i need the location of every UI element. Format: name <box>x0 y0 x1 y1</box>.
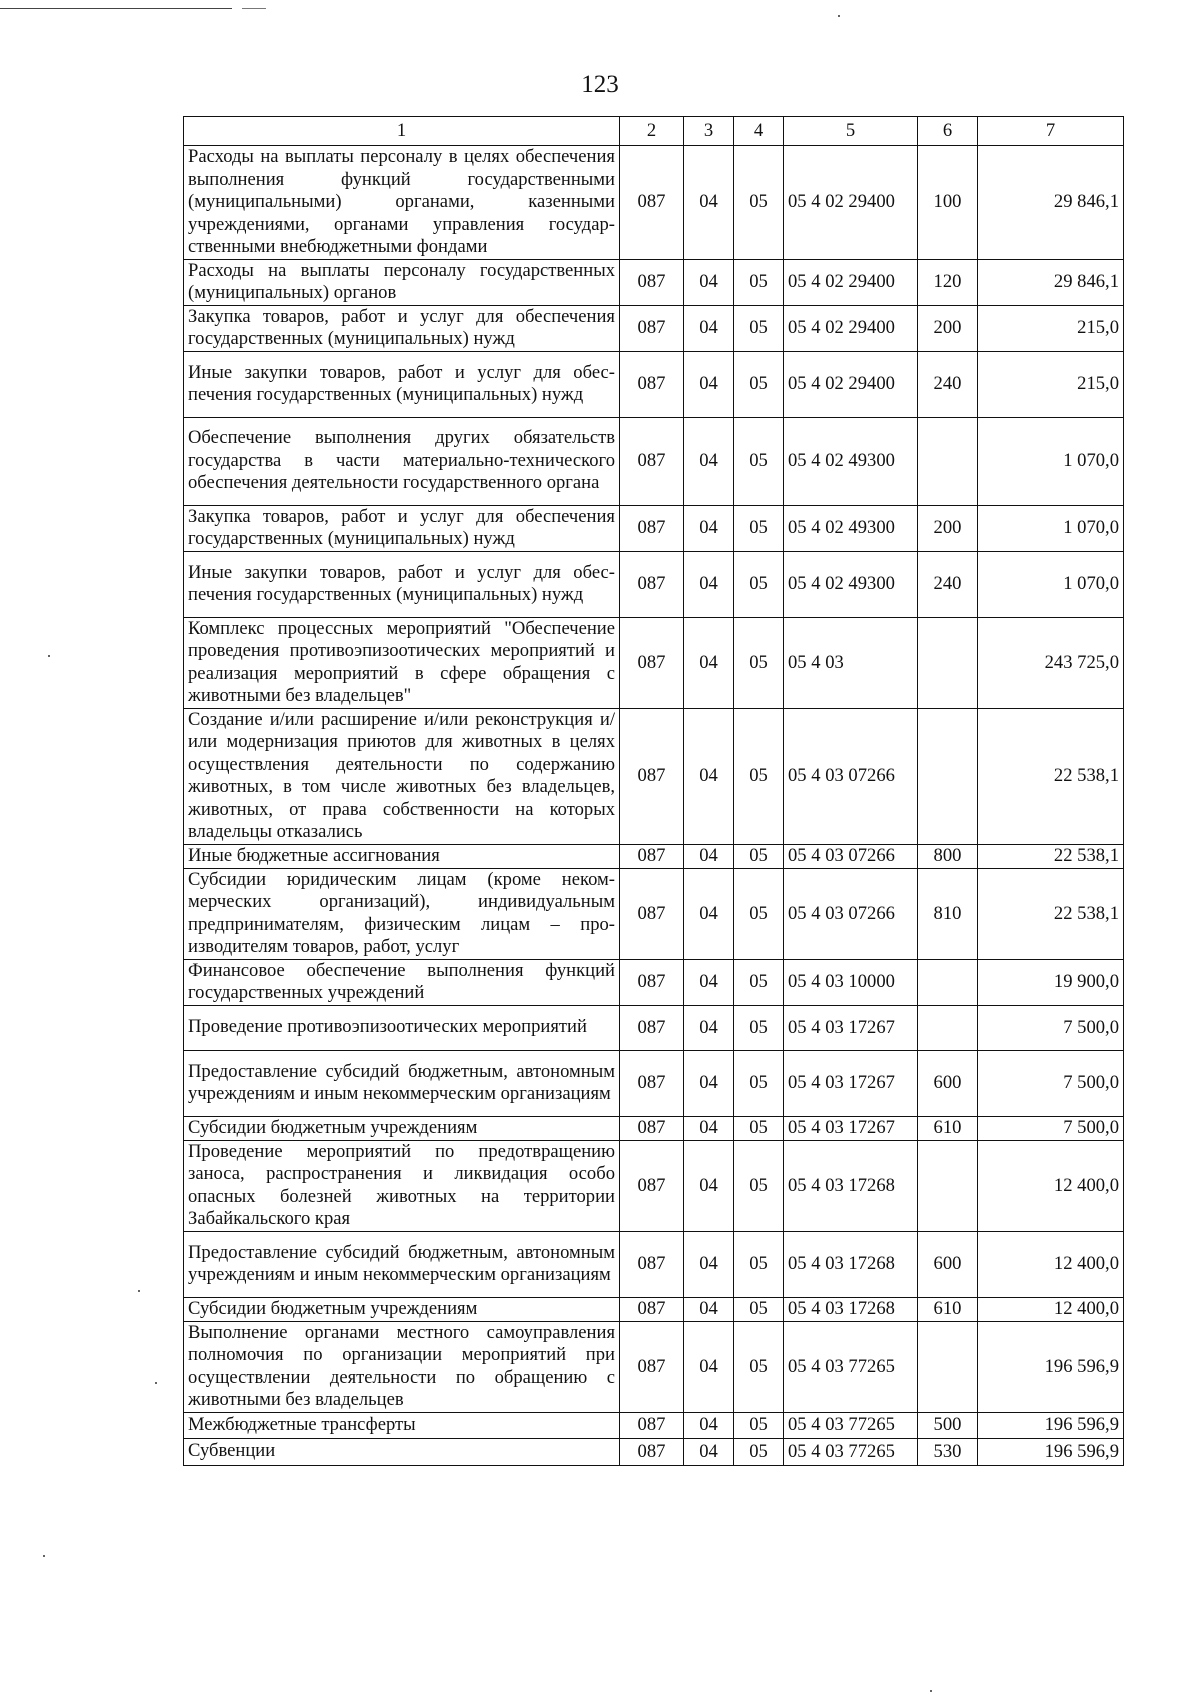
row-section-code: 087 <box>620 1297 684 1321</box>
row-target-article: 05 4 03 17268 <box>784 1231 918 1297</box>
row-target-article: 05 4 03 07266 <box>784 844 918 868</box>
row-amount: 12 400,0 <box>978 1231 1124 1297</box>
table-row <box>184 1321 1124 1412</box>
row-expense-type: 100 <box>918 146 978 260</box>
table-row <box>184 259 1124 305</box>
row-section-code: 087 <box>620 844 684 868</box>
row-expense-type: 530 <box>918 1438 978 1465</box>
row-target-article: 05 4 03 77265 <box>784 1321 918 1412</box>
table-row <box>184 1231 1124 1297</box>
row-amount: 7 500,0 <box>978 1005 1124 1050</box>
row-amount: 22 538,1 <box>978 868 1124 959</box>
row-section-code: 087 <box>620 1438 684 1465</box>
row-target-article: 05 4 03 17268 <box>784 1297 918 1321</box>
top-edge-rule-fragment <box>242 8 266 9</box>
row-section-code: 087 <box>620 305 684 351</box>
table-row <box>184 146 1124 260</box>
table-row <box>184 351 1124 417</box>
row-target-article: 05 4 03 17267 <box>784 1050 918 1116</box>
row-description: Обеспечение выполнения других обязательств государства в части материально-технического обеспечения деятельности государственного органа <box>184 417 620 505</box>
row-subgroup-code: 05 <box>734 1005 784 1050</box>
row-target-article: 05 4 02 49300 <box>784 505 918 551</box>
row-subgroup-code: 05 <box>734 551 784 617</box>
row-section-code: 087 <box>620 1412 684 1438</box>
row-target-article: 05 4 02 29400 <box>784 305 918 351</box>
row-subgroup-code: 05 <box>734 1438 784 1465</box>
page-number: 123 <box>581 71 619 98</box>
row-description: Проведение мероприятий по предотвращению заноса, распространения и ликвидация особо опасных болезней животных на территории Забайкальского края <box>184 1140 620 1231</box>
row-subgroup-code: 05 <box>734 1050 784 1116</box>
row-expense-type <box>918 1005 978 1050</box>
row-expense-type: 200 <box>918 505 978 551</box>
row-expense-type: 240 <box>918 351 978 417</box>
row-amount: 1 070,0 <box>978 551 1124 617</box>
row-target-article: 05 4 03 10000 <box>784 959 918 1005</box>
row-subgroup-code: 05 <box>734 708 784 844</box>
table-row <box>184 1297 1124 1321</box>
column-header: 3 <box>684 117 734 146</box>
row-amount: 29 846,1 <box>978 259 1124 305</box>
row-section-code: 087 <box>620 351 684 417</box>
row-subgroup-code: 05 <box>734 305 784 351</box>
row-section-code: 087 <box>620 146 684 260</box>
row-expense-type: 600 <box>918 1050 978 1116</box>
row-subgroup-code: 05 <box>734 844 784 868</box>
budget-table <box>183 116 1124 1466</box>
column-header-row <box>184 117 1124 146</box>
row-expense-type: 610 <box>918 1116 978 1140</box>
row-expense-type: 120 <box>918 259 978 305</box>
row-target-article: 05 4 02 49300 <box>784 551 918 617</box>
row-subgroup-code: 05 <box>734 259 784 305</box>
row-description: Субсидии бюджетным учреждениям <box>184 1116 620 1140</box>
row-expense-type: 800 <box>918 844 978 868</box>
row-target-article: 05 4 03 77265 <box>784 1412 918 1438</box>
row-target-article: 05 4 03 77265 <box>784 1438 918 1465</box>
row-subsection-code: 04 <box>684 505 734 551</box>
row-subgroup-code: 05 <box>734 1140 784 1231</box>
row-subsection-code: 04 <box>684 1050 734 1116</box>
row-target-article: 05 4 02 49300 <box>784 417 918 505</box>
row-subsection-code: 04 <box>684 146 734 260</box>
row-subgroup-code: 05 <box>734 1231 784 1297</box>
row-subgroup-code: 05 <box>734 1321 784 1412</box>
row-expense-type: 610 <box>918 1297 978 1321</box>
row-description: Создание и/или расширение и/или реконструкция и/или модернизация приютов для животных в целях осуществления деятельности по содержанию животных, в том числе животных без владельцев, животных, от права собственности на которых владельцы отказались <box>184 708 620 844</box>
row-section-code: 087 <box>620 259 684 305</box>
row-expense-type <box>918 1321 978 1412</box>
row-amount: 19 900,0 <box>978 959 1124 1005</box>
row-section-code: 087 <box>620 617 684 708</box>
table-row <box>184 551 1124 617</box>
table-row <box>184 708 1124 844</box>
row-amount: 12 400,0 <box>978 1297 1124 1321</box>
table-row <box>184 844 1124 868</box>
row-subsection-code: 04 <box>684 1005 734 1050</box>
row-description: Субсидии бюджетным учреждениям <box>184 1297 620 1321</box>
table-row <box>184 1005 1124 1050</box>
scan-speck <box>48 655 50 657</box>
column-header: 6 <box>918 117 978 146</box>
row-section-code: 087 <box>620 1005 684 1050</box>
row-amount: 215,0 <box>978 305 1124 351</box>
table-row <box>184 1412 1124 1438</box>
table-row <box>184 305 1124 351</box>
row-amount: 1 070,0 <box>978 505 1124 551</box>
row-section-code: 087 <box>620 1050 684 1116</box>
row-amount: 12 400,0 <box>978 1140 1124 1231</box>
row-amount: 7 500,0 <box>978 1050 1124 1116</box>
row-expense-type <box>918 417 978 505</box>
row-amount: 22 538,1 <box>978 708 1124 844</box>
row-expense-type <box>918 1140 978 1231</box>
scan-speck <box>43 1555 45 1557</box>
row-section-code: 087 <box>620 708 684 844</box>
row-section-code: 087 <box>620 505 684 551</box>
column-header: 5 <box>784 117 918 146</box>
table-row <box>184 868 1124 959</box>
row-amount: 196 596,9 <box>978 1438 1124 1465</box>
scan-speck <box>138 1290 140 1292</box>
row-description: Иные закупки товаров, работ и услуг для обеспечения государственных (муниципальных) нужд <box>184 551 620 617</box>
row-amount: 22 538,1 <box>978 844 1124 868</box>
row-subgroup-code: 05 <box>734 868 784 959</box>
row-expense-type: 810 <box>918 868 978 959</box>
table-row <box>184 505 1124 551</box>
table-row <box>184 1438 1124 1465</box>
table-row <box>184 1140 1124 1231</box>
row-target-article: 05 4 03 <box>784 617 918 708</box>
row-expense-type: 200 <box>918 305 978 351</box>
row-section-code: 087 <box>620 417 684 505</box>
row-subsection-code: 04 <box>684 305 734 351</box>
row-section-code: 087 <box>620 1231 684 1297</box>
row-subgroup-code: 05 <box>734 1297 784 1321</box>
row-subsection-code: 04 <box>684 708 734 844</box>
row-subgroup-code: 05 <box>734 505 784 551</box>
scan-speck <box>838 15 840 17</box>
row-subgroup-code: 05 <box>734 1116 784 1140</box>
row-amount: 196 596,9 <box>978 1321 1124 1412</box>
row-expense-type <box>918 959 978 1005</box>
row-description: Иные бюджетные ассигнования <box>184 844 620 868</box>
row-amount: 196 596,9 <box>978 1412 1124 1438</box>
row-amount: 243 725,0 <box>978 617 1124 708</box>
row-subgroup-code: 05 <box>734 146 784 260</box>
row-description: Предоставление субсидий бюджетным, автономным учреждениям и иным некоммерческим организациям <box>184 1050 620 1116</box>
row-subgroup-code: 05 <box>734 351 784 417</box>
row-subsection-code: 04 <box>684 617 734 708</box>
row-subsection-code: 04 <box>684 1116 734 1140</box>
row-subsection-code: 04 <box>684 1140 734 1231</box>
row-subsection-code: 04 <box>684 551 734 617</box>
row-subsection-code: 04 <box>684 1297 734 1321</box>
row-subsection-code: 04 <box>684 1231 734 1297</box>
row-target-article: 05 4 03 07266 <box>784 708 918 844</box>
row-subsection-code: 04 <box>684 1412 734 1438</box>
row-subsection-code: 04 <box>684 868 734 959</box>
row-target-article: 05 4 03 17267 <box>784 1005 918 1050</box>
row-description: Расходы на выплаты персоналу государственных (муниципальных) органов <box>184 259 620 305</box>
row-section-code: 087 <box>620 868 684 959</box>
row-expense-type <box>918 617 978 708</box>
scan-speck <box>930 1690 932 1692</box>
row-target-article: 05 4 02 29400 <box>784 351 918 417</box>
row-section-code: 087 <box>620 1140 684 1231</box>
row-expense-type: 240 <box>918 551 978 617</box>
row-subsection-code: 04 <box>684 417 734 505</box>
row-description: Проведение противоэпизоотических мероприятий <box>184 1005 620 1050</box>
row-expense-type: 500 <box>918 1412 978 1438</box>
row-subsection-code: 04 <box>684 259 734 305</box>
row-section-code: 087 <box>620 1116 684 1140</box>
row-subgroup-code: 05 <box>734 617 784 708</box>
row-amount: 215,0 <box>978 351 1124 417</box>
row-amount: 7 500,0 <box>978 1116 1124 1140</box>
table-row <box>184 1116 1124 1140</box>
row-subsection-code: 04 <box>684 1321 734 1412</box>
table-body <box>184 146 1124 1466</box>
column-header: 4 <box>734 117 784 146</box>
top-edge-rule <box>0 8 232 9</box>
row-target-article: 05 4 02 29400 <box>784 146 918 260</box>
row-description: Расходы на выплаты персоналу в целях обеспечения выполнения функций государственными (муниципальными) органами, казенными учреждениями, органами управления государственными внебюджетными фондами <box>184 146 620 260</box>
row-description: Финансовое обеспечение выполнения функций государственных учреждений <box>184 959 620 1005</box>
row-description: Субвенции <box>184 1438 620 1465</box>
table-row <box>184 1050 1124 1116</box>
column-header: 2 <box>620 117 684 146</box>
row-subsection-code: 04 <box>684 844 734 868</box>
row-subgroup-code: 05 <box>734 1412 784 1438</box>
row-subsection-code: 04 <box>684 1438 734 1465</box>
column-header: 7 <box>978 117 1124 146</box>
row-description: Субсидии юридическим лицам (кроме некоммерческих организаций), индивидуальным предпринимателям, физическим лицам – производителям товаров, работ, услуг <box>184 868 620 959</box>
row-target-article: 05 4 03 07266 <box>784 868 918 959</box>
row-target-article: 05 4 03 17268 <box>784 1140 918 1231</box>
row-section-code: 087 <box>620 551 684 617</box>
row-expense-type: 600 <box>918 1231 978 1297</box>
row-description: Межбюджетные трансферты <box>184 1412 620 1438</box>
scan-speck <box>155 1382 157 1384</box>
row-description: Закупка товаров, работ и услуг для обеспечения государственных (муниципальных) нужд <box>184 305 620 351</box>
row-expense-type <box>918 708 978 844</box>
column-header: 1 <box>184 117 620 146</box>
row-amount: 29 846,1 <box>978 146 1124 260</box>
row-subgroup-code: 05 <box>734 959 784 1005</box>
row-target-article: 05 4 02 29400 <box>784 259 918 305</box>
row-subgroup-code: 05 <box>734 417 784 505</box>
row-description: Предоставление субсидий бюджетным, автономным учреждениям и иным некоммерческим организациям <box>184 1231 620 1297</box>
row-description: Выполнение органами местного самоуправления полномочия по организации мероприятий при осуществлении деятельности по обращению с животными без владельцев <box>184 1321 620 1412</box>
row-description: Закупка товаров, работ и услуг для обеспечения государственных (муниципальных) нужд <box>184 505 620 551</box>
table-row <box>184 959 1124 1005</box>
row-description: Иные закупки товаров, работ и услуг для обеспечения государственных (муниципальных) нужд <box>184 351 620 417</box>
row-amount: 1 070,0 <box>978 417 1124 505</box>
row-subsection-code: 04 <box>684 351 734 417</box>
row-target-article: 05 4 03 17267 <box>784 1116 918 1140</box>
row-section-code: 087 <box>620 959 684 1005</box>
table-row <box>184 617 1124 708</box>
row-section-code: 087 <box>620 1321 684 1412</box>
row-subsection-code: 04 <box>684 959 734 1005</box>
table-row <box>184 417 1124 505</box>
row-description: Комплекс процессных мероприятий "Обеспечение проведения противоэпизоотических мероприятий и реализация мероприятий в сфере обращения с животными без владельцев" <box>184 617 620 708</box>
